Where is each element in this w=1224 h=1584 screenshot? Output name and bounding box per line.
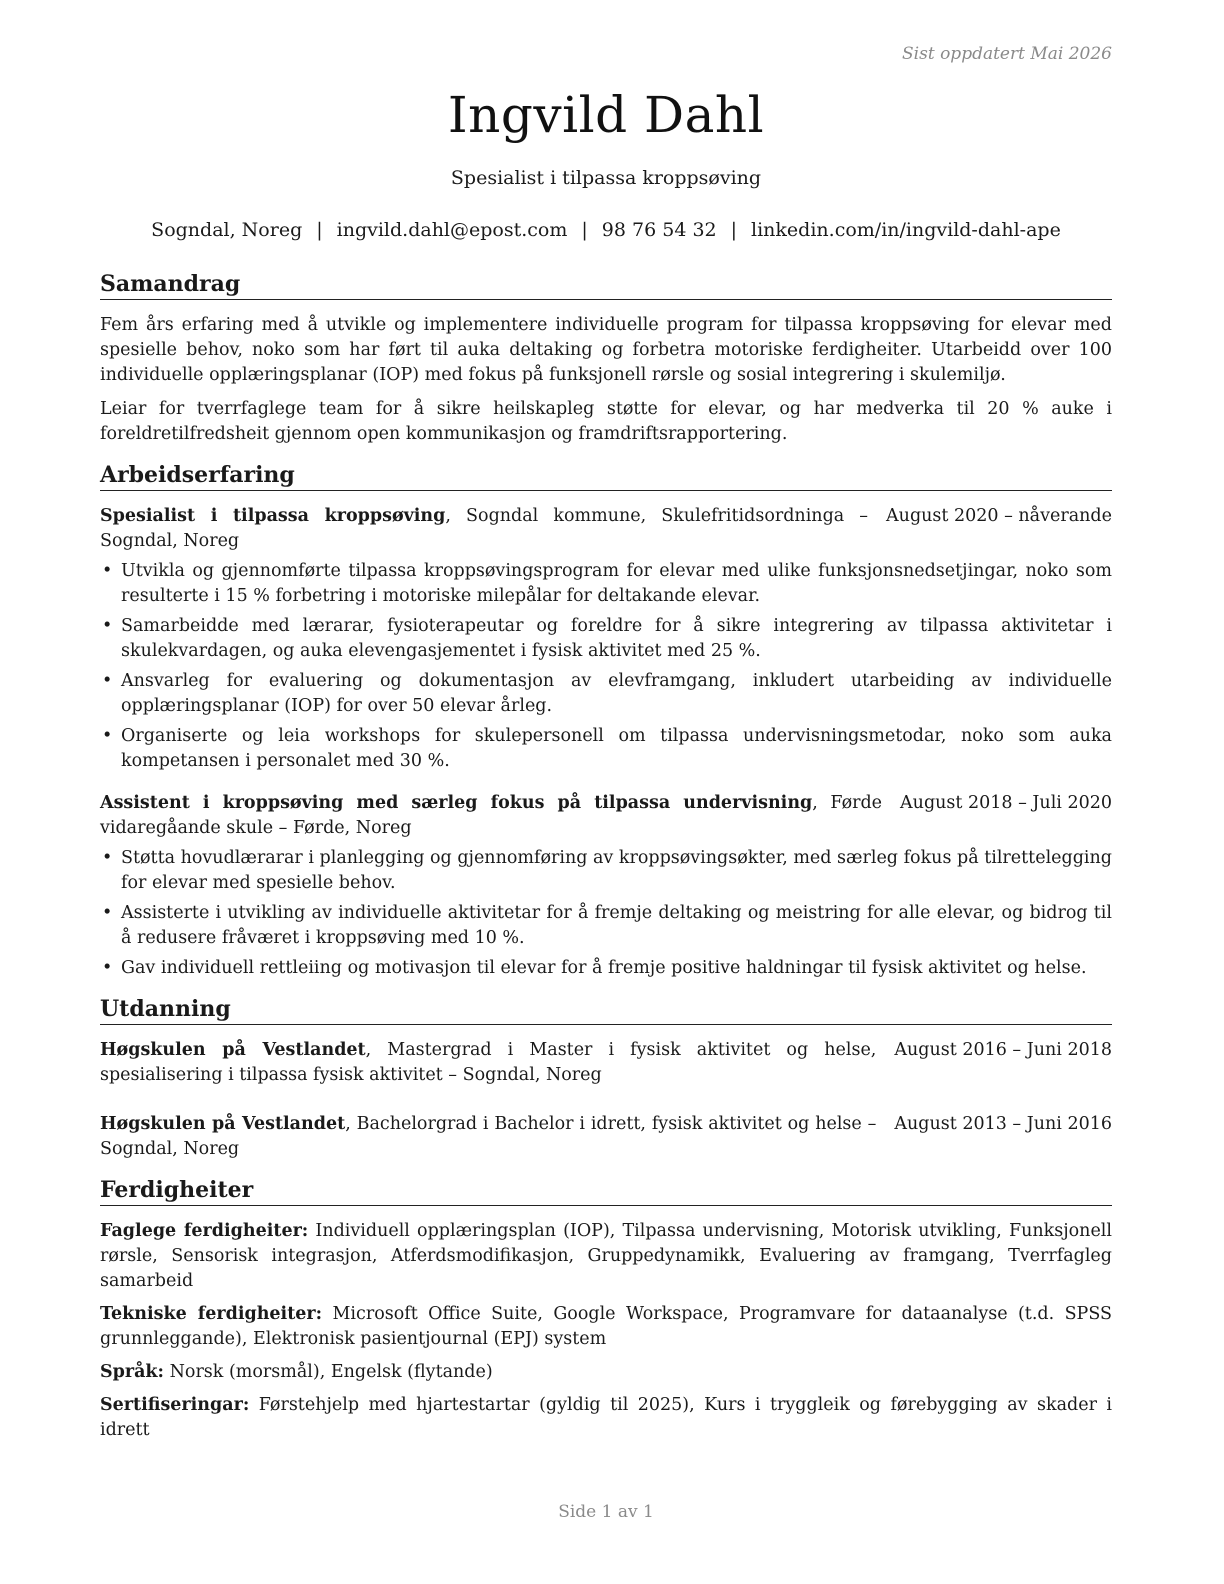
education-detail: , Mastergrad i Master i fysisk aktivitet og helse, spesialisering i tilpassa fysisk aktivitet – Sogndal, Noreg — [100, 1040, 877, 1085]
summary-paragraph: Leiar for tverrfaglege team for å sikre heilskapleg støtte for elevar, og har medverka til 20 % auke i foreldretilfredsheit gjennom open kommunikasjon og framdriftsrapportering. — [100, 399, 1112, 444]
education-section — [100, 995, 1112, 1162]
bullet-icon: • — [102, 726, 113, 746]
job-dates: August 2020 – nåverande — [886, 506, 1112, 526]
skill-row — [100, 1219, 1112, 1294]
job-role: Spesialist i tilpassa kroppsøving — [100, 506, 446, 526]
list-item — [100, 669, 1112, 719]
bullet-text: Utvikla og gjennomførte tilpassa kroppsøvingsprogram for elevar med ulike funksjonsnedsetjingar, noko som resulterte i 15 % forbetring i motoriske milepålar for deltakande elevar. — [121, 561, 1112, 606]
bullet-icon: • — [102, 616, 113, 636]
page-number: Side 1 av 1 — [558, 1502, 654, 1522]
education-entry — [100, 1112, 1112, 1162]
bullet-text: Gav individuell rettleiing og motivasjon til elevar for å fremje positive haldningar til fysisk aktivitet og helse. — [121, 958, 1087, 978]
job-header — [100, 504, 1112, 554]
skill-label: Språk: — [100, 1362, 165, 1382]
education-header — [100, 1038, 1112, 1088]
job-dates: August 2018 – Juli 2020 — [900, 793, 1112, 813]
job-title-line — [100, 504, 868, 554]
bullet-icon: • — [102, 561, 113, 581]
contact-separator: | — [730, 219, 738, 241]
education-entry — [100, 1038, 1112, 1088]
bullet-text: Organiserte og leia workshops for skulepersonell om tilpassa undervisningsmetodar, noko som auka kompetansen i personalet med 30 %. — [121, 726, 1112, 771]
education-line — [100, 1112, 876, 1162]
education-header — [100, 1112, 1112, 1162]
contact-separator: | — [581, 219, 588, 241]
skill-value: Førstehjelp med hjartestartar (gyldig til 2025), Kurs i tryggleik og førebygging av skader i idrett — [100, 1395, 1112, 1440]
summary-section — [100, 270, 1112, 447]
contact-location: Sogndal, Noreg — [151, 219, 303, 241]
bullet-icon: • — [102, 903, 113, 923]
list-item — [100, 956, 1112, 981]
section-title: Ferdigheiter — [100, 1176, 1112, 1206]
skill-row — [100, 1393, 1112, 1443]
bullet-icon: • — [102, 848, 113, 868]
list-item — [100, 901, 1112, 951]
skill-row — [100, 1360, 1112, 1385]
list-item — [100, 724, 1112, 774]
bullet-text: Assisterte i utvikling av individuelle aktivitetar for å fremje deltaking og meistring for alle elevar, og bidrog til å redusere fråværet i kroppsøving med 10 %. — [121, 903, 1112, 948]
bullet-text: Støtta hovudlærarar i planlegging og gjennomføring av kroppsøvingsøkter, med særleg fokus på tilrettelegging for elevar med spesielle behov. — [121, 848, 1112, 893]
education-dates: August 2013 – Juni 2016 — [894, 1114, 1112, 1134]
job-bullets — [100, 846, 1112, 981]
skill-label: Tekniske ferdigheiter: — [100, 1304, 323, 1324]
candidate-name: Ingvild Dahl — [447, 86, 765, 144]
bullet-icon: • — [102, 958, 113, 978]
contact-separator: | — [316, 219, 323, 241]
education-line — [100, 1038, 876, 1088]
education-detail: , Bachelorgrad i Bachelor i idrett, fysisk aktivitet og helse – Sogndal, Noreg — [100, 1114, 877, 1159]
education-dates: August 2016 – Juni 2018 — [894, 1040, 1112, 1060]
bullet-text: Samarbeidde med lærarar, fysioterapeutar og foreldre for å sikre integrering av tilpassa aktivitetar i skulekvardagen, og auka elevengasjementet i fysisk aktivitet med 25 %. — [121, 616, 1112, 661]
section-title: Samandrag — [100, 270, 1112, 300]
school-name: Høgskulen på Vestlandet — [100, 1040, 366, 1060]
section-title: Arbeidserfaring — [100, 461, 1112, 491]
contact-phone: 98 76 54 32 — [601, 219, 717, 241]
job-header — [100, 791, 1112, 841]
list-item — [100, 614, 1112, 664]
contact-email[interactable]: ingvild.dahl@epost.com — [336, 219, 568, 241]
summary-paragraph: Fem års erfaring med å utvikle og implementere individuelle program for tilpassa kroppsøving for elevar med spesielle behov, noko som har ført til auka deltaking og forbetra motoriske ferdigheiter. Utarbeidd over 100 individuelle opplæringsplanar (IOP) med fokus på funksjonell rørsle og sosial integrering i skulemiljø. — [100, 315, 1112, 385]
job-entry — [100, 504, 1112, 774]
bullet-icon: • — [102, 671, 113, 691]
school-name: Høgskulen på Vestlandet — [100, 1114, 346, 1134]
skill-value: Microsoft Office Suite, Google Workspace, Programvare for dataanalyse (t.d. SPSS grunnleggande), Elektronisk pasientjournal (EPJ) system — [100, 1304, 1112, 1349]
job-bullets — [100, 559, 1112, 774]
skill-row — [100, 1302, 1112, 1352]
section-title: Utdanning — [100, 995, 1112, 1025]
skill-value: Individuell opplæringsplan (IOP), Tilpassa undervisning, Motorisk utvikling, Funksjonell rørsle, Sensorisk integrasjon, Atferdsmodifikasjon, Gruppedynamikk, Evaluering av framgang, Tverrfagleg samarbeid — [100, 1221, 1113, 1291]
skill-value: Norsk (morsmål), Engelsk (flytande) — [164, 1362, 493, 1382]
list-item — [100, 846, 1112, 896]
skill-label: Faglege ferdigheiter: — [100, 1221, 309, 1241]
job-org: , Sogndal kommune, Skulefritidsordninga – Sogndal, Noreg — [100, 506, 869, 551]
bullet-text: Ansvarleg for evaluering og dokumentasjon av elevframgang, inkludert utarbeiding av individuelle opplæringsplanar (IOP) for over 50 elevar årleg. — [121, 671, 1112, 716]
last-updated: Sist oppdatert Mai 2026 — [902, 44, 1112, 64]
job-role: Assistent i kroppsøving med særleg fokus på tilpassa undervisning — [100, 793, 813, 813]
job-title-line — [100, 791, 882, 841]
skills-section — [100, 1176, 1112, 1443]
experience-section — [100, 461, 1112, 981]
resume-content — [100, 270, 1112, 1457]
job-org: , Førde vidaregåande skule – Førde, Noreg — [100, 793, 883, 838]
list-item — [100, 559, 1112, 609]
contact-line — [100, 219, 1112, 241]
skill-label: Sertifiseringar: — [100, 1395, 250, 1415]
contact-linkedin[interactable]: linkedin.com/in/ingvild-dahl-ape — [751, 219, 1061, 241]
headline: Spesialist i tilpassa kroppsøving — [450, 167, 762, 189]
job-entry — [100, 791, 1112, 981]
